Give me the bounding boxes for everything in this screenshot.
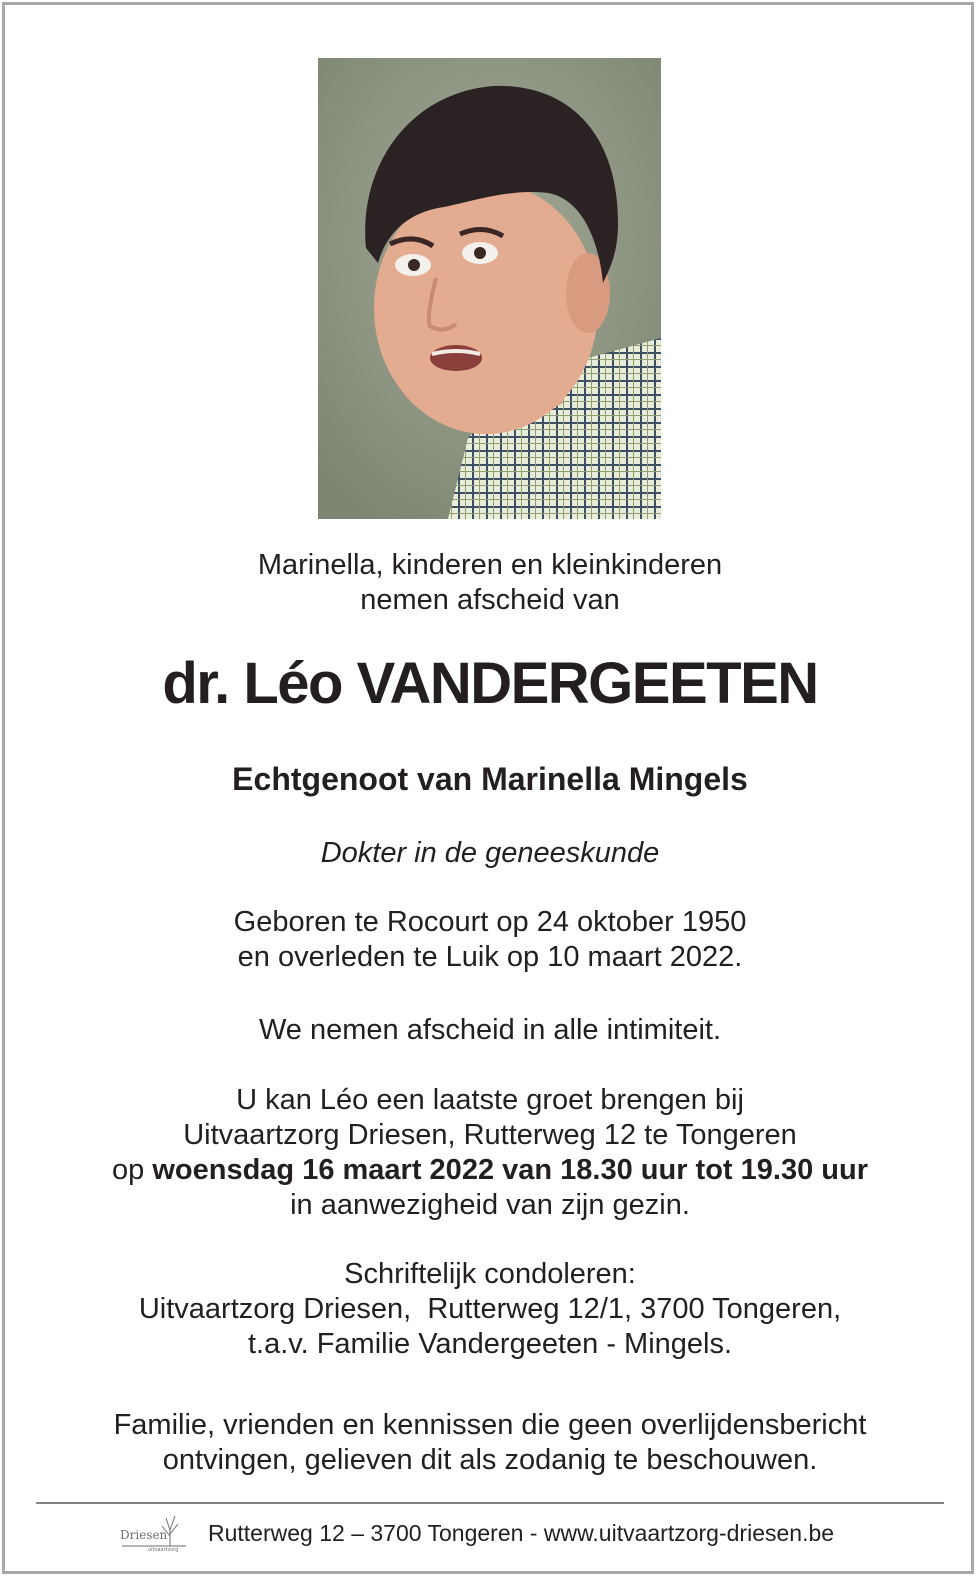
intro-line-2: nemen afscheid van bbox=[360, 584, 620, 616]
portrait-photo bbox=[318, 58, 661, 519]
condolences-line-1: Schriftelijk condoleren: bbox=[344, 1258, 636, 1290]
tree-logo-icon bbox=[118, 1510, 190, 1552]
portrait-illustration bbox=[318, 58, 661, 519]
footer-address: Rutterweg 12 – 3700 Tongeren - www.uitvaartzorg-driesen.be bbox=[208, 1520, 835, 1546]
death-line: en overleden te Luik op 10 maart 2022. bbox=[237, 941, 743, 973]
intro-text bbox=[0, 548, 980, 618]
visitation-line-4: in aanwezigheid van zijn gezin. bbox=[290, 1189, 690, 1221]
visitation-line-1: U kan Léo een laatste groet brengen bij bbox=[236, 1084, 744, 1116]
farewell-text: We nemen afscheid in alle intimiteit. bbox=[258, 1014, 722, 1046]
profession-line: Dokter in de geneeskunde bbox=[320, 837, 660, 869]
visitation-text bbox=[0, 1083, 980, 1223]
spouse-line: Echtgenoot van Marinella Mingels bbox=[232, 761, 748, 797]
visitation-line-3 bbox=[0, 1153, 980, 1188]
birth-line: Geboren te Rocourt op 24 oktober 1950 bbox=[233, 906, 747, 938]
visitation-datetime: woensdag 16 maart 2022 van 18.30 uur tot 19.30 uur bbox=[152, 1154, 868, 1186]
condolences-line-3: t.a.v. Familie Vandergeeten - Mingels. bbox=[247, 1328, 733, 1360]
deceased-name: dr. Léo VANDERGEETEN bbox=[162, 651, 818, 716]
notice-text bbox=[0, 1408, 980, 1478]
intro-line-1: Marinella, kinderen en kleinkinderen bbox=[257, 549, 723, 581]
footer-divider bbox=[36, 1502, 944, 1504]
logo-text: Driesen bbox=[120, 1528, 168, 1542]
condolences-text bbox=[0, 1257, 980, 1362]
driesen-logo bbox=[118, 1510, 190, 1552]
visitation-prefix: op bbox=[112, 1154, 153, 1186]
condolences-line-2: Uitvaartzorg Driesen, Rutterweg 12/1, 3700 Tongeren, bbox=[138, 1293, 842, 1325]
visitation-line-2: Uitvaartzorg Driesen, Rutterweg 12 te Tongeren bbox=[183, 1119, 797, 1151]
logo-subtext: uitvaartzorg bbox=[148, 1547, 179, 1552]
notice-line-2: ontvingen, gelieven dit als zodanig te beschouwen. bbox=[162, 1444, 818, 1476]
birth-death-text bbox=[0, 905, 980, 975]
notice-line-1: Familie, vrienden en kennissen die geen overlijdensbericht bbox=[113, 1409, 867, 1441]
